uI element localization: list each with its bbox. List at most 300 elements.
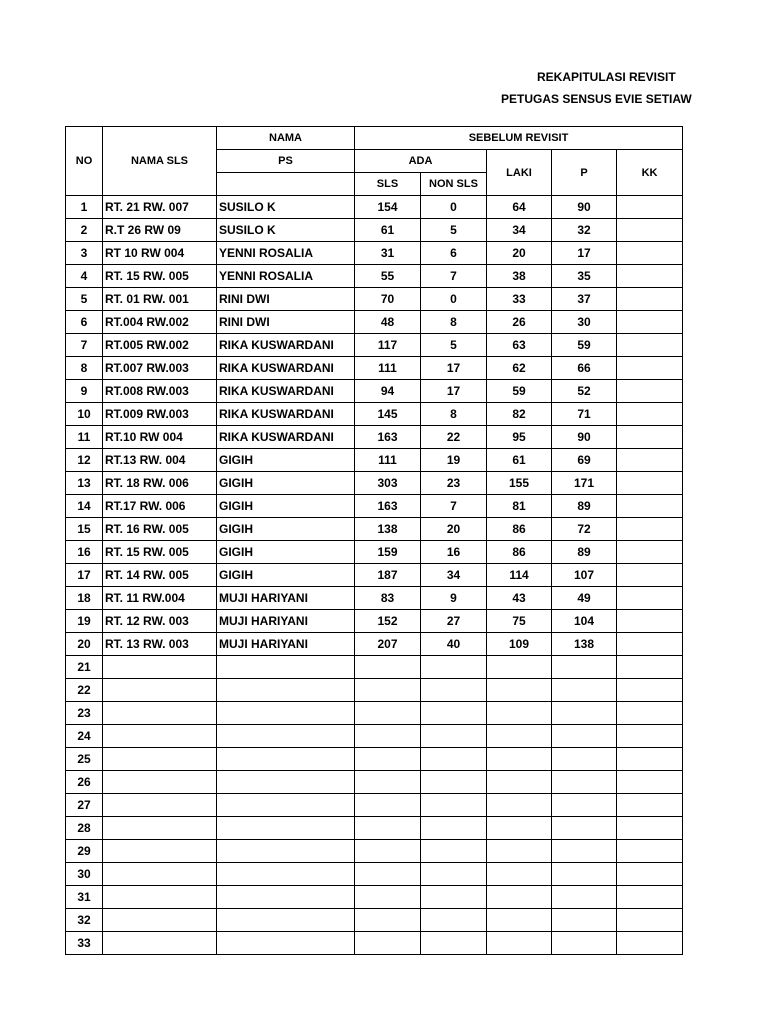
cell-ps-name — [217, 725, 355, 748]
cell-p: 35 — [552, 265, 617, 288]
cell-no: 6 — [66, 311, 103, 334]
cell-non-sls: 8 — [421, 311, 487, 334]
cell-sls-name: RT.13 RW. 004 — [103, 449, 217, 472]
cell-laki: 86 — [487, 518, 552, 541]
cell-sls: 207 — [355, 633, 421, 656]
cell-kk — [617, 932, 683, 955]
cell-no: 26 — [66, 771, 103, 794]
cell-ps-name: GIGIH — [217, 495, 355, 518]
cell-kk — [617, 265, 683, 288]
recap-table — [65, 126, 683, 955]
cell-no: 5 — [66, 288, 103, 311]
table-row — [66, 426, 683, 449]
header-non-sls: NON SLS — [421, 173, 487, 196]
cell-sls-name: RT.005 RW.002 — [103, 334, 217, 357]
cell-sls-name — [103, 886, 217, 909]
cell-no: 31 — [66, 886, 103, 909]
cell-sls: 31 — [355, 242, 421, 265]
cell-non-sls: 9 — [421, 587, 487, 610]
cell-laki: 109 — [487, 633, 552, 656]
cell-p: 17 — [552, 242, 617, 265]
cell-sls: 145 — [355, 403, 421, 426]
cell-non-sls: 16 — [421, 541, 487, 564]
cell-laki — [487, 794, 552, 817]
cell-no: 25 — [66, 748, 103, 771]
cell-no: 20 — [66, 633, 103, 656]
table-row — [66, 633, 683, 656]
cell-sls: 163 — [355, 426, 421, 449]
cell-kk — [617, 587, 683, 610]
cell-sls-name: RT.17 RW. 006 — [103, 495, 217, 518]
cell-non-sls — [421, 863, 487, 886]
cell-sls-name — [103, 909, 217, 932]
cell-laki: 34 — [487, 219, 552, 242]
cell-no: 15 — [66, 518, 103, 541]
cell-ps-name — [217, 794, 355, 817]
cell-laki: 114 — [487, 564, 552, 587]
cell-non-sls — [421, 794, 487, 817]
table-row — [66, 265, 683, 288]
cell-sls: 159 — [355, 541, 421, 564]
cell-sls-name — [103, 748, 217, 771]
cell-kk — [617, 357, 683, 380]
table-row — [66, 794, 683, 817]
cell-kk — [617, 702, 683, 725]
cell-kk — [617, 288, 683, 311]
cell-non-sls — [421, 748, 487, 771]
cell-non-sls: 7 — [421, 495, 487, 518]
cell-laki — [487, 725, 552, 748]
cell-laki — [487, 886, 552, 909]
cell-sls — [355, 840, 421, 863]
cell-non-sls — [421, 909, 487, 932]
table-row — [66, 541, 683, 564]
cell-non-sls — [421, 886, 487, 909]
cell-sls: 111 — [355, 449, 421, 472]
cell-ps-name: YENNI ROSALIA — [217, 242, 355, 265]
cell-kk — [617, 403, 683, 426]
cell-kk — [617, 196, 683, 219]
cell-ps-name: GIGIH — [217, 472, 355, 495]
cell-non-sls: 5 — [421, 219, 487, 242]
cell-non-sls: 6 — [421, 242, 487, 265]
cell-sls: 94 — [355, 380, 421, 403]
table-row — [66, 495, 683, 518]
cell-ps-name: RIKA KUSWARDANI — [217, 334, 355, 357]
cell-ps-name: MUJI HARIYANI — [217, 633, 355, 656]
cell-ps-name: GIGIH — [217, 541, 355, 564]
cell-p: 59 — [552, 334, 617, 357]
cell-non-sls: 20 — [421, 518, 487, 541]
cell-laki — [487, 771, 552, 794]
cell-sls: 111 — [355, 357, 421, 380]
table-row — [66, 702, 683, 725]
cell-laki: 62 — [487, 357, 552, 380]
table-row — [66, 242, 683, 265]
cell-sls-name — [103, 679, 217, 702]
cell-kk — [617, 656, 683, 679]
cell-kk — [617, 472, 683, 495]
cell-sls-name: RT. 11 RW.004 — [103, 587, 217, 610]
cell-p — [552, 702, 617, 725]
table-row — [66, 840, 683, 863]
table-row — [66, 334, 683, 357]
cell-laki — [487, 748, 552, 771]
cell-non-sls: 40 — [421, 633, 487, 656]
header-kk: KK — [617, 150, 683, 196]
cell-sls: 117 — [355, 334, 421, 357]
cell-p: 89 — [552, 495, 617, 518]
cell-ps-name: GIGIH — [217, 449, 355, 472]
cell-p — [552, 794, 617, 817]
cell-sls: 138 — [355, 518, 421, 541]
cell-p: 104 — [552, 610, 617, 633]
cell-p: 49 — [552, 587, 617, 610]
table-row — [66, 863, 683, 886]
cell-sls: 163 — [355, 495, 421, 518]
cell-sls — [355, 656, 421, 679]
cell-no: 17 — [66, 564, 103, 587]
cell-non-sls: 0 — [421, 288, 487, 311]
cell-non-sls: 19 — [421, 449, 487, 472]
cell-laki: 26 — [487, 311, 552, 334]
cell-sls — [355, 794, 421, 817]
table-row — [66, 357, 683, 380]
cell-kk — [617, 518, 683, 541]
table-row — [66, 932, 683, 955]
cell-p: 72 — [552, 518, 617, 541]
cell-sls: 61 — [355, 219, 421, 242]
cell-ps-name: RIKA KUSWARDANI — [217, 380, 355, 403]
cell-laki — [487, 840, 552, 863]
cell-non-sls: 17 — [421, 357, 487, 380]
cell-non-sls: 7 — [421, 265, 487, 288]
header-nama-sls: NAMA SLS — [103, 127, 217, 196]
cell-non-sls — [421, 725, 487, 748]
cell-sls-name: RT. 15 RW. 005 — [103, 541, 217, 564]
cell-kk — [617, 380, 683, 403]
cell-p: 69 — [552, 449, 617, 472]
cell-p — [552, 679, 617, 702]
cell-laki: 33 — [487, 288, 552, 311]
table-row — [66, 196, 683, 219]
cell-kk — [617, 909, 683, 932]
cell-sls-name — [103, 863, 217, 886]
header-sebelum-revisit: SEBELUM REVISIT — [355, 127, 683, 150]
cell-ps-name: RIKA KUSWARDANI — [217, 357, 355, 380]
header-sls: SLS — [355, 173, 421, 196]
cell-ps-name: MUJI HARIYANI — [217, 587, 355, 610]
cell-sls-name — [103, 771, 217, 794]
cell-sls-name — [103, 656, 217, 679]
cell-p: 107 — [552, 564, 617, 587]
cell-laki: 38 — [487, 265, 552, 288]
cell-no: 10 — [66, 403, 103, 426]
cell-kk — [617, 679, 683, 702]
cell-sls-name: RT 10 RW 004 — [103, 242, 217, 265]
cell-non-sls — [421, 702, 487, 725]
cell-non-sls: 5 — [421, 334, 487, 357]
cell-ps-name: YENNI ROSALIA — [217, 265, 355, 288]
cell-ps-name: SUSILO K — [217, 219, 355, 242]
table-row — [66, 725, 683, 748]
cell-sls — [355, 771, 421, 794]
cell-sls: 55 — [355, 265, 421, 288]
cell-sls-name: RT.008 RW.003 — [103, 380, 217, 403]
cell-sls — [355, 702, 421, 725]
cell-sls: 154 — [355, 196, 421, 219]
cell-sls — [355, 725, 421, 748]
cell-ps-name — [217, 886, 355, 909]
cell-kk — [617, 219, 683, 242]
cell-no: 11 — [66, 426, 103, 449]
table-row — [66, 518, 683, 541]
cell-ps-name — [217, 840, 355, 863]
cell-no: 19 — [66, 610, 103, 633]
table-row — [66, 610, 683, 633]
cell-p: 32 — [552, 219, 617, 242]
cell-sls — [355, 748, 421, 771]
cell-p — [552, 817, 617, 840]
cell-sls — [355, 932, 421, 955]
cell-laki: 75 — [487, 610, 552, 633]
cell-kk — [617, 840, 683, 863]
cell-kk — [617, 311, 683, 334]
table-row — [66, 564, 683, 587]
cell-kk — [617, 863, 683, 886]
cell-ps-name: GIGIH — [217, 518, 355, 541]
cell-no: 7 — [66, 334, 103, 357]
cell-sls — [355, 863, 421, 886]
table-row — [66, 587, 683, 610]
cell-laki: 59 — [487, 380, 552, 403]
cell-p — [552, 840, 617, 863]
cell-non-sls — [421, 817, 487, 840]
table-row — [66, 909, 683, 932]
cell-p — [552, 863, 617, 886]
cell-kk — [617, 242, 683, 265]
cell-p — [552, 771, 617, 794]
cell-no: 27 — [66, 794, 103, 817]
cell-ps-name: RINI DWI — [217, 311, 355, 334]
cell-kk — [617, 748, 683, 771]
cell-ps-name — [217, 702, 355, 725]
cell-sls-name: RT. 18 RW. 006 — [103, 472, 217, 495]
cell-laki: 64 — [487, 196, 552, 219]
cell-no: 14 — [66, 495, 103, 518]
cell-non-sls: 34 — [421, 564, 487, 587]
cell-laki: 82 — [487, 403, 552, 426]
cell-no: 4 — [66, 265, 103, 288]
cell-laki: 43 — [487, 587, 552, 610]
cell-laki: 81 — [487, 495, 552, 518]
cell-sls: 48 — [355, 311, 421, 334]
cell-no: 22 — [66, 679, 103, 702]
cell-no: 28 — [66, 817, 103, 840]
cell-p: 71 — [552, 403, 617, 426]
cell-non-sls: 8 — [421, 403, 487, 426]
cell-no: 9 — [66, 380, 103, 403]
cell-ps-name — [217, 771, 355, 794]
cell-sls-name: RT. 21 RW. 007 — [103, 196, 217, 219]
cell-kk — [617, 426, 683, 449]
table-row — [66, 748, 683, 771]
cell-laki — [487, 656, 552, 679]
cell-kk — [617, 610, 683, 633]
cell-kk — [617, 886, 683, 909]
cell-ps-name: MUJI HARIYANI — [217, 610, 355, 633]
cell-no: 29 — [66, 840, 103, 863]
cell-sls-name — [103, 702, 217, 725]
cell-p: 171 — [552, 472, 617, 495]
cell-no: 30 — [66, 863, 103, 886]
cell-laki — [487, 909, 552, 932]
cell-no: 8 — [66, 357, 103, 380]
cell-ps-name — [217, 909, 355, 932]
cell-sls-name: RT.004 RW.002 — [103, 311, 217, 334]
cell-no: 13 — [66, 472, 103, 495]
header-p: P — [552, 150, 617, 196]
cell-non-sls — [421, 656, 487, 679]
table-row — [66, 656, 683, 679]
cell-no: 16 — [66, 541, 103, 564]
cell-no: 18 — [66, 587, 103, 610]
cell-p: 30 — [552, 311, 617, 334]
report-subtitle: PETUGAS SENSUS EVIE SETIAW — [501, 92, 692, 106]
cell-kk — [617, 449, 683, 472]
table-row — [66, 679, 683, 702]
cell-no: 23 — [66, 702, 103, 725]
cell-sls — [355, 679, 421, 702]
cell-kk — [617, 564, 683, 587]
header-ada: ADA — [355, 150, 487, 173]
cell-ps-name: RIKA KUSWARDANI — [217, 403, 355, 426]
header-ps: PS — [217, 150, 355, 173]
cell-sls-name: RT.007 RW.003 — [103, 357, 217, 380]
cell-no: 3 — [66, 242, 103, 265]
header-laki: LAKI — [487, 150, 552, 196]
cell-p — [552, 656, 617, 679]
cell-non-sls — [421, 679, 487, 702]
cell-p — [552, 886, 617, 909]
cell-sls-name — [103, 840, 217, 863]
cell-ps-name: RIKA KUSWARDANI — [217, 426, 355, 449]
cell-p: 52 — [552, 380, 617, 403]
cell-ps-name — [217, 817, 355, 840]
cell-ps-name: RINI DWI — [217, 288, 355, 311]
cell-kk — [617, 771, 683, 794]
cell-laki — [487, 817, 552, 840]
cell-p: 89 — [552, 541, 617, 564]
cell-sls-name: RT.10 RW 004 — [103, 426, 217, 449]
cell-sls — [355, 909, 421, 932]
cell-sls-name: RT. 14 RW. 005 — [103, 564, 217, 587]
cell-kk — [617, 495, 683, 518]
cell-ps-name — [217, 656, 355, 679]
cell-p: 90 — [552, 426, 617, 449]
cell-kk — [617, 794, 683, 817]
cell-sls-name: RT. 15 RW. 005 — [103, 265, 217, 288]
cell-non-sls: 22 — [421, 426, 487, 449]
cell-non-sls: 27 — [421, 610, 487, 633]
cell-sls — [355, 817, 421, 840]
cell-p — [552, 909, 617, 932]
cell-p: 138 — [552, 633, 617, 656]
cell-sls-name: RT.009 RW.003 — [103, 403, 217, 426]
cell-no: 32 — [66, 909, 103, 932]
cell-no: 12 — [66, 449, 103, 472]
cell-ps-name — [217, 679, 355, 702]
cell-ps-name: GIGIH — [217, 564, 355, 587]
cell-ps-name — [217, 748, 355, 771]
cell-kk — [617, 633, 683, 656]
table-row — [66, 219, 683, 242]
cell-ps-name: SUSILO K — [217, 196, 355, 219]
cell-laki — [487, 932, 552, 955]
cell-kk — [617, 817, 683, 840]
cell-sls — [355, 886, 421, 909]
cell-p — [552, 725, 617, 748]
cell-laki — [487, 702, 552, 725]
cell-sls-name: RT. 01 RW. 001 — [103, 288, 217, 311]
cell-laki — [487, 679, 552, 702]
cell-ps-name — [217, 863, 355, 886]
table-row — [66, 886, 683, 909]
cell-no: 2 — [66, 219, 103, 242]
cell-no: 1 — [66, 196, 103, 219]
cell-non-sls: 17 — [421, 380, 487, 403]
cell-laki: 95 — [487, 426, 552, 449]
cell-ps-name — [217, 932, 355, 955]
cell-sls-name — [103, 817, 217, 840]
table-body — [66, 196, 683, 955]
cell-sls-name — [103, 794, 217, 817]
table-row — [66, 380, 683, 403]
header-no: NO — [66, 127, 103, 196]
cell-no: 24 — [66, 725, 103, 748]
cell-laki: 61 — [487, 449, 552, 472]
cell-sls-name: R.T 26 RW 09 — [103, 219, 217, 242]
cell-laki: 155 — [487, 472, 552, 495]
cell-p — [552, 748, 617, 771]
cell-non-sls: 23 — [421, 472, 487, 495]
table-row — [66, 472, 683, 495]
cell-p — [552, 932, 617, 955]
cell-sls: 70 — [355, 288, 421, 311]
cell-sls-name — [103, 725, 217, 748]
table-row — [66, 771, 683, 794]
table-row — [66, 288, 683, 311]
cell-laki: 20 — [487, 242, 552, 265]
cell-sls-name — [103, 932, 217, 955]
cell-non-sls — [421, 840, 487, 863]
cell-p: 90 — [552, 196, 617, 219]
cell-kk — [617, 541, 683, 564]
header-nama: NAMA — [217, 127, 355, 150]
cell-kk — [617, 334, 683, 357]
table-row — [66, 403, 683, 426]
cell-sls-name: RT. 16 RW. 005 — [103, 518, 217, 541]
cell-sls: 187 — [355, 564, 421, 587]
cell-p: 37 — [552, 288, 617, 311]
cell-non-sls: 0 — [421, 196, 487, 219]
cell-kk — [617, 725, 683, 748]
table-row — [66, 449, 683, 472]
cell-laki: 86 — [487, 541, 552, 564]
cell-no: 21 — [66, 656, 103, 679]
cell-laki: 63 — [487, 334, 552, 357]
cell-sls: 152 — [355, 610, 421, 633]
